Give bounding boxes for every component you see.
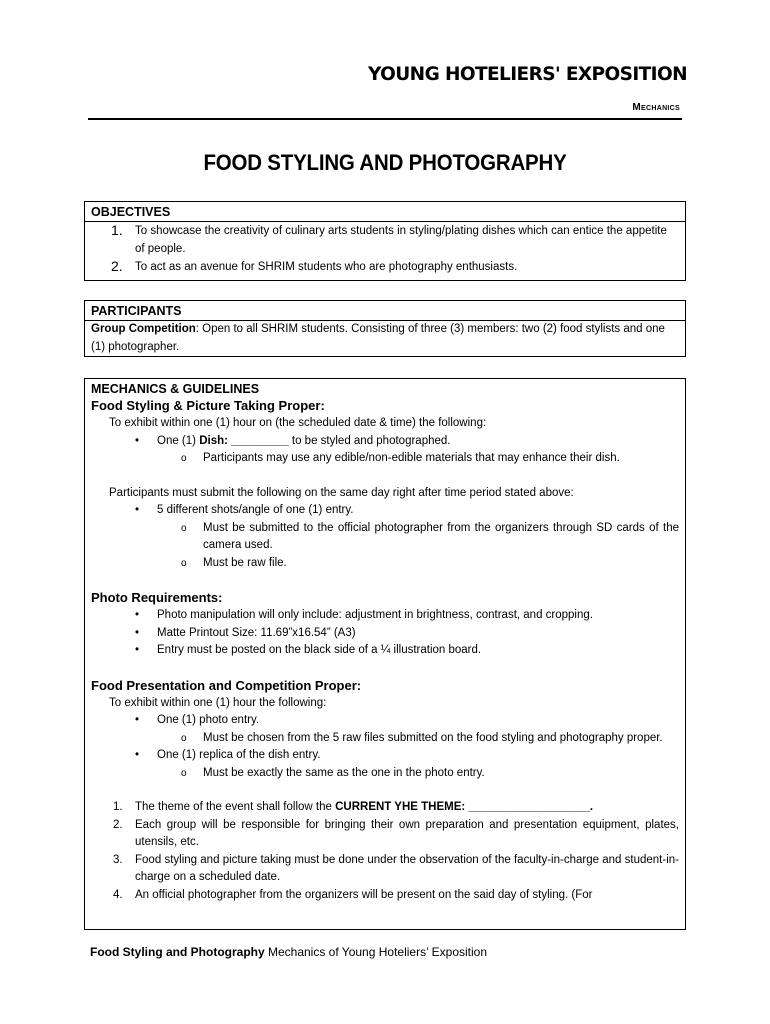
item-text: 5 different shots/angle of one (1) entry. [157, 504, 354, 516]
item-text: To showcase the creativity of culinary arts students in styling/plating dishes which can entice the appetite of people. [135, 225, 667, 255]
item-number: 4. [113, 888, 123, 901]
item-text: Matte Printout Size: 11.69”x16.54” (A3) [157, 626, 356, 639]
item-text [135, 799, 679, 817]
item-text: Must be exactly the same as the one in the photo entry. [203, 766, 485, 779]
header-rule [88, 118, 682, 120]
participants-box [84, 300, 686, 357]
footer-bold: Food Styling and Photography [90, 945, 265, 959]
circle-bullet-icon: o [181, 732, 187, 744]
photo-subheading: Photo Requirements: [91, 590, 223, 605]
item-text-suffix: to be styled and photographed. [288, 434, 451, 447]
list-item [85, 520, 685, 555]
list-item [85, 450, 685, 468]
participants-label: Group Competition [91, 323, 196, 335]
page-title: FOOD STYLING AND PHOTOGRAPHY [203, 150, 567, 175]
theme-blank: CURRENT YHE THEME: ___________________. [335, 801, 594, 813]
item-text: One (1) replica of the dish entry. [157, 749, 321, 761]
page-footer [90, 945, 487, 959]
styling-subheading: Food Styling & Picture Taking Proper: [91, 398, 325, 413]
item-text: Photo manipulation will only include: adjustment in brightness, contrast, and cropping. [157, 609, 593, 621]
item-text-prefix: One (1) [157, 434, 200, 447]
item-number: 2. [113, 818, 123, 831]
item-text: Each group will be responsible for bringing their own preparation and presentation equipment, plates, utensils, etc. [135, 818, 679, 848]
objectives-list [85, 222, 685, 277]
list-item [85, 433, 685, 451]
item-text: Must be raw file. [203, 556, 287, 569]
item-text: Food styling and picture taking must be done under the observation of the faculty-in-charge and student-in-charge on a scheduled date. [135, 853, 679, 883]
item-text [157, 433, 679, 451]
mechanics-box [84, 378, 686, 930]
item-text: Participants may use any edible/non-edible materials that may enhance their dish. [203, 452, 620, 464]
list-item [85, 642, 685, 660]
circle-bullet-icon: o [181, 522, 187, 534]
list-item [85, 555, 685, 573]
footer-text: Mechanics of Young Hoteliers’ Exposition [264, 945, 488, 959]
item-text: Must be chosen from the 5 raw files submitted on the food styling and photography proper. [203, 731, 663, 744]
item-number: 1. [113, 801, 123, 813]
item-text: One (1) photo entry. [157, 714, 260, 726]
list-item [85, 852, 685, 887]
submit-intro: Participants must submit the following on the same day right after time period stated above: [109, 486, 574, 499]
item-text: An official photographer from the organizers will be present on the said day of styling. (For [135, 888, 593, 901]
bullet-icon: • [135, 626, 140, 639]
styling-intro: To exhibit within one (1) hour on (the scheduled date & time) the following: [109, 417, 487, 429]
bullet-icon: • [135, 504, 140, 516]
objectives-heading: OBJECTIVES [85, 202, 685, 222]
dish-blank: Dish: _________ [199, 434, 289, 447]
item-number: 2. [111, 258, 123, 274]
list-item [85, 887, 685, 905]
item-number: 1. [111, 222, 123, 238]
item-number: 3. [113, 853, 123, 866]
circle-bullet-icon: o [181, 767, 187, 779]
participants-description: : Open to all SHRIM students. Consisting of three (3) members: two (2) food stylists and one (1) photographer. [91, 323, 665, 353]
list-item [85, 222, 685, 258]
list-item [85, 712, 685, 730]
list-item [85, 747, 685, 765]
circle-bullet-icon: o [181, 453, 187, 464]
presentation-subheading: Food Presentation and Competition Proper: [91, 677, 362, 693]
list-item [85, 817, 685, 852]
event-logo: YOUNG HOTELIERS' EXPOSITION [368, 64, 687, 85]
objectives-box [84, 201, 686, 281]
list-item [85, 625, 685, 643]
presentation-intro: To exhibit within one (1) hour the following: [109, 696, 327, 709]
mechanics-heading: MECHANICS & GUIDELINES [91, 382, 260, 396]
circle-bullet-icon: o [181, 557, 187, 569]
participants-text [85, 321, 685, 356]
item-text: Entry must be posted on the black side of a ¼ illustration board. [157, 644, 482, 656]
bullet-icon: • [135, 749, 140, 761]
participants-heading: PARTICIPANTS [85, 301, 685, 321]
item-text-prefix: The theme of the event shall follow the [135, 801, 336, 813]
bullet-icon: • [135, 609, 140, 621]
item-text: Must be submitted to the official photographer from the organizers through SD cards of the camera used. [203, 521, 679, 551]
list-item [85, 799, 685, 817]
bullet-icon: • [135, 714, 140, 726]
list-item [85, 765, 685, 783]
bullet-icon: • [135, 434, 140, 447]
list-item [85, 502, 685, 520]
list-item [85, 730, 685, 748]
section-label: Mechanics [632, 102, 680, 113]
list-item [85, 607, 685, 625]
item-text: To act as an avenue for SHRIM students who are photography enthusiasts. [135, 261, 518, 273]
bullet-icon: • [135, 644, 140, 656]
list-item [85, 258, 685, 277]
